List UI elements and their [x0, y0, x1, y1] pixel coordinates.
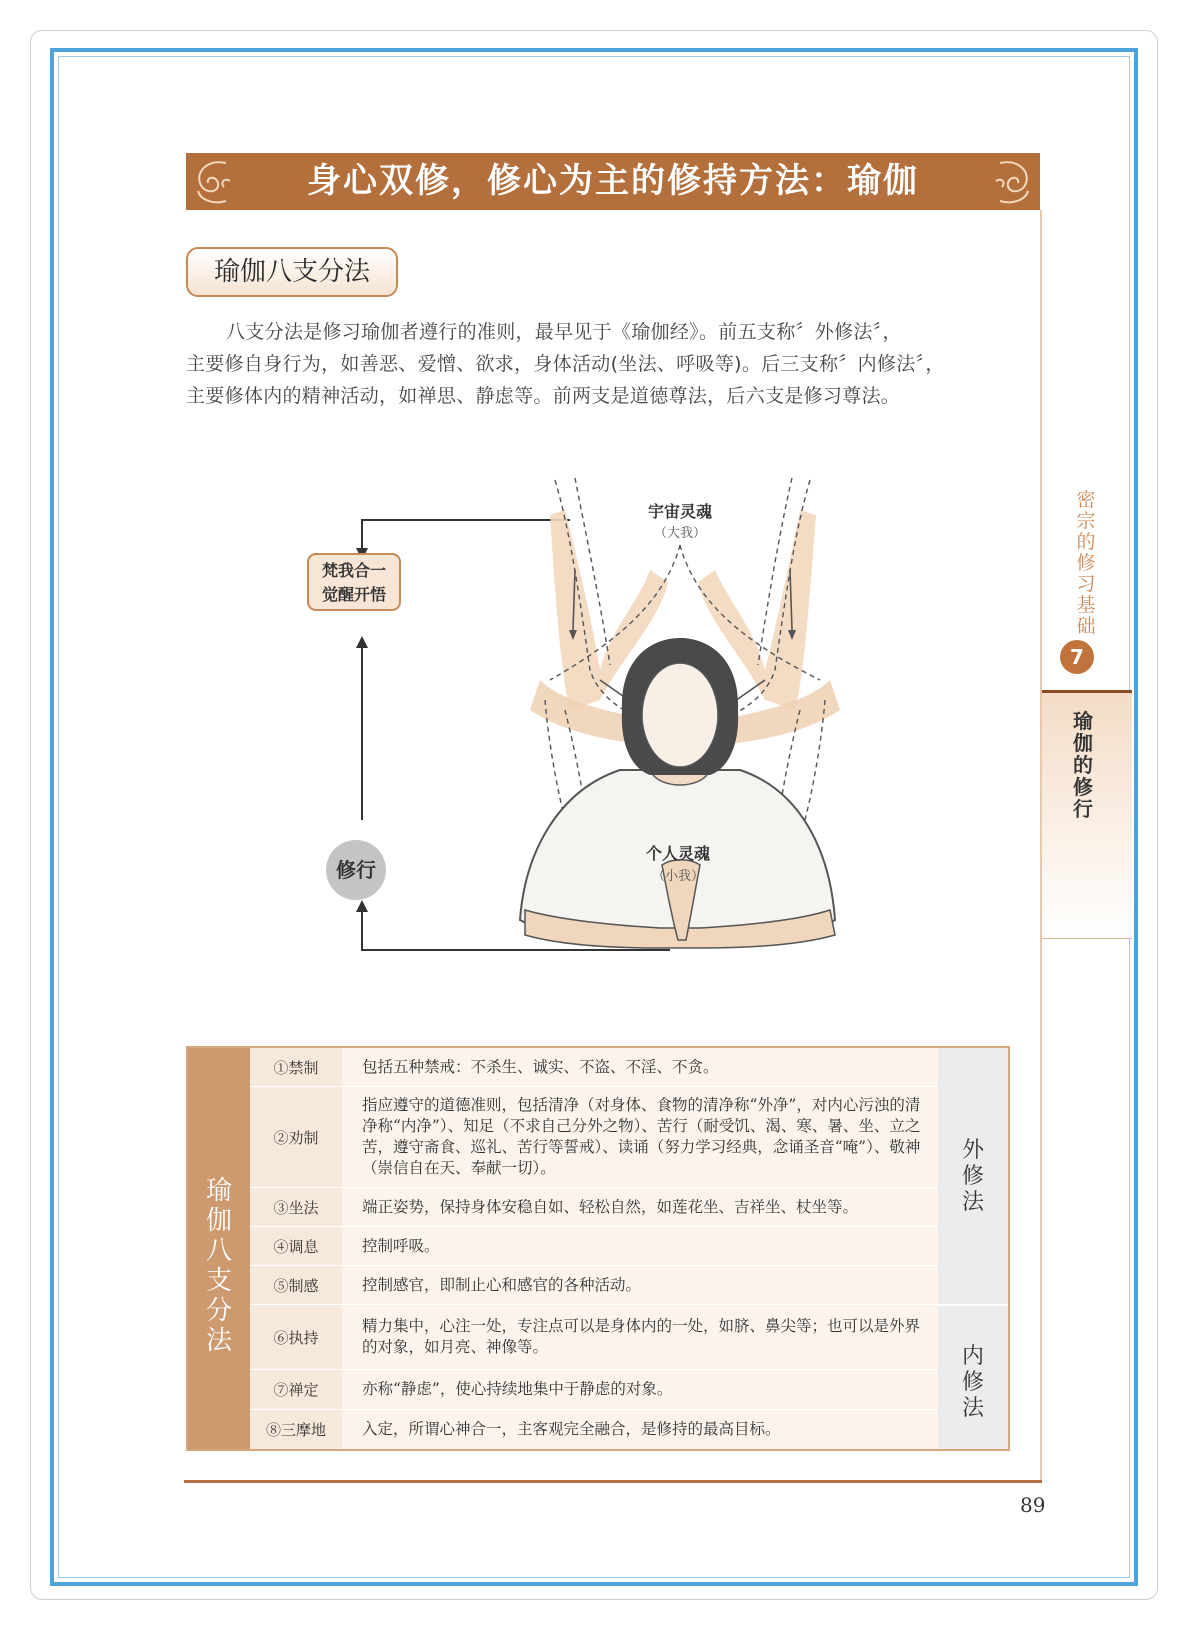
limb-name: ④调息 [250, 1227, 342, 1265]
chapter-title: 密宗的修习基础 [1076, 489, 1096, 637]
universe-soul-sub: （大我） [653, 526, 707, 541]
limb-name: ①禁制 [250, 1048, 342, 1086]
page-title: 身心双修，修心为主的修持方法：瑜伽 [307, 161, 919, 201]
yoga-diagram [180, 470, 900, 990]
group-inner: 内修法 [961, 1344, 984, 1421]
table-row [250, 1370, 940, 1409]
union-line1: 梵我合一 [321, 561, 387, 580]
arrow-up-icon [356, 636, 368, 648]
page-number: 89 [1020, 1493, 1046, 1517]
footer-rule [184, 1480, 1042, 1483]
limb-name: ③坐法 [250, 1188, 342, 1226]
scroll-ornament-icon [988, 153, 1040, 210]
intro-line: 主要修体内的精神活动，如禅思、静虑等。前两支是道德尊法，后六支是修习尊法。 [186, 385, 901, 407]
table-group-column [938, 1048, 1008, 1449]
table-left-label: 瑜伽八支分法 [205, 1176, 232, 1356]
practice-label: 修行 [336, 858, 376, 882]
limb-desc: 精力集中，心注一处，专注点可以是身体内的一处，如脐、鼻尖等；也可以是外界的对象，如月亮、神像等。 [342, 1305, 940, 1369]
eight-limbs-table [186, 1046, 1010, 1451]
chapter-side-tab [1042, 480, 1132, 960]
section-title: 瑜伽八支分法 [213, 257, 370, 287]
limb-name: ②劝制 [250, 1087, 342, 1187]
side-bottom-line [1042, 938, 1132, 939]
limb-desc: 控制呼吸。 [342, 1227, 940, 1265]
limb-name: ⑦禅定 [250, 1370, 342, 1409]
section-title-box [186, 247, 398, 297]
universe-soul-label: 宇宙灵魂 [647, 502, 713, 521]
table-row [250, 1087, 940, 1187]
arrow-up-icon [356, 900, 368, 912]
group-outer: 外修法 [961, 1138, 984, 1215]
intro-line: 主要修自身行为，如善恶、爱憎、欲求，身体活动(坐法、呼吸等)。后三支称〞内修法〞， [186, 353, 945, 375]
current-section-title: 瑜伽的修行 [1073, 709, 1093, 821]
table-row [250, 1227, 940, 1265]
limb-desc: 包括五种禁戒：不杀生、诚实、不盗、不淫、不贪。 [342, 1048, 940, 1086]
intro-paragraph [186, 316, 1016, 412]
individual-soul-label: 个人灵魂 [645, 844, 711, 863]
table-row [250, 1410, 940, 1449]
chapter-number-badge: 7 [1060, 640, 1094, 674]
limb-desc: 指应遵守的道德准则，包括清净（对身体、食物的清净称“外净”，对内心污浊的清净称“内净”）、知足（不求自己分外之物）、苦行（耐受饥、渴、寒、暑、坐、立之苦，遵守斋食、巡礼、苦行等誓戒）、读诵（努力学习经典，念诵圣音“唵”）、敬神（崇信自在天、奉献一切）。 [342, 1087, 940, 1187]
table-left-header [188, 1048, 250, 1449]
table-row [250, 1305, 940, 1369]
table-row [250, 1266, 940, 1304]
limb-name: ⑧三摩地 [250, 1410, 342, 1449]
limb-desc: 入定，所谓心神合一，主客观完全融合，是修持的最高目标。 [342, 1410, 940, 1449]
limb-desc: 控制感官，即制止心和感官的各种活动。 [342, 1266, 940, 1304]
union-line2: 觉醒开悟 [321, 585, 387, 604]
limb-name: ⑥执持 [250, 1305, 342, 1369]
table-row [250, 1188, 940, 1226]
limb-desc: 端正姿势，保持身体安稳自如、轻松自然，如莲花坐、吉祥坐、杖坐等。 [342, 1188, 940, 1226]
intro-line: 八支分法是修习瑜伽者遵行的准则，最早见于《瑜伽经》。前五支称〞外修法〞， [226, 321, 902, 343]
individual-soul-sub: （小我） [651, 869, 705, 884]
limb-name: ⑤制感 [250, 1266, 342, 1304]
limb-desc: 亦称“静虑”，使心持续地集中于静虑的对象。 [342, 1370, 940, 1409]
title-banner [186, 153, 1040, 210]
table-row [250, 1048, 940, 1086]
